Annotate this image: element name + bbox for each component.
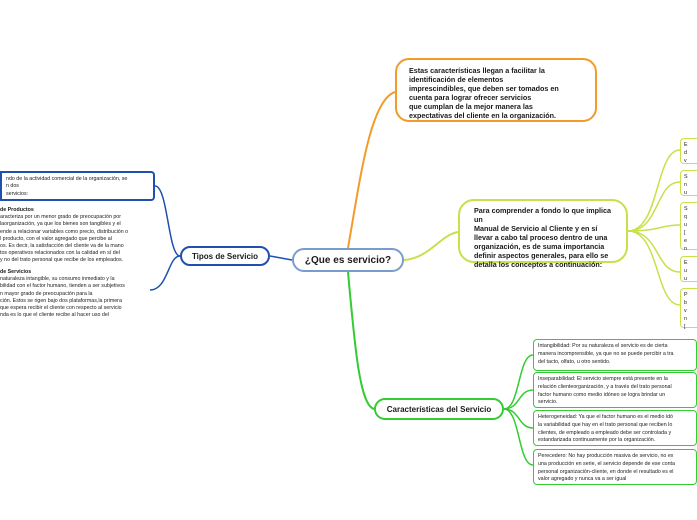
orange-topic[interactable]	[395, 58, 597, 122]
caracteristica-intangibilidad[interactable]	[533, 339, 697, 371]
caracteristica-text: Intangibilidad: Por su naturaleza el servicio es de cierta manera incomprensible, ya que no se puede percibir a tra del tacto, olfato, u otro sentido.	[538, 343, 674, 365]
right-subtopic-1[interactable]	[680, 138, 697, 164]
yellow-topic-text: Para comprender a fondo lo que implica un Manual de Servicio al Cliente y en sí llevar a cabo tal proceso dentro de una organización, es de suma importancia definir aspectos generales, para ello se detalla los conceptos a continuación:	[474, 206, 611, 269]
servicios-title: de Servicios	[0, 269, 32, 275]
right-subtopic-text: S q u [ e n	[684, 206, 688, 252]
tipos-topic-label: Tipos de Servicio	[191, 251, 259, 261]
right-subtopic-text: P b v n [	[684, 292, 688, 330]
tipos-intro-box[interactable]	[0, 171, 155, 201]
caracteristicas-topic[interactable]	[374, 398, 504, 420]
right-subtopic-text: S n u	[684, 174, 688, 196]
right-subtopic-text: E u u	[684, 260, 688, 282]
caracteristica-perecedero[interactable]	[533, 449, 697, 485]
tipos-intro-text: ndo de la actividad comercial de la organización, se n dos servicios:	[6, 176, 128, 197]
caracteristicas-topic-label: Características del Servicio	[386, 404, 492, 414]
caracteristica-inseparabilidad[interactable]	[533, 372, 697, 408]
central-topic-label: ¿Que es servicio?	[304, 254, 392, 266]
servicios-box[interactable]	[0, 268, 155, 322]
yellow-topic[interactable]	[458, 199, 628, 269]
right-subtopic-2[interactable]	[680, 170, 697, 196]
productos-title: de Productos	[0, 207, 34, 213]
servicios-text: naturaleza intangible, su consumo inmediato y la bilidad con el factor humano, tienden a ser subjetivos n mayor grado de preocupación para la ción. Estos se rigen bajo dos plataformas,la primera que espera recibir el cliente con respecto al servicio nda es lo que el cliente recibe al hacer uso del	[0, 276, 125, 319]
caracteristica-text: Perecedero: No hay producción masiva de servicio, no ex una producción en serie, el servicio depende de ese conta personal organización-cliente, en donde el resultado es el valor agregado y nunca va a ser igual	[538, 453, 675, 483]
right-subtopic-3[interactable]	[680, 202, 697, 250]
right-subtopic-5[interactable]	[680, 288, 697, 328]
right-subtopic-4[interactable]	[680, 256, 697, 282]
caracteristica-text: Heterogeneidad: Ya que el factor humano es el medio idó la variabilidad que hay en el trato personal que reciben lo clientes, de empleado a empleado debe ser controlada y estandarizada continuamente por la organización.	[538, 414, 673, 444]
caracteristica-heterogeneidad[interactable]	[533, 410, 697, 446]
productos-text: aracteriza por un menor grado de preocupación por laorganización, ya que los bienes son tangibles y el ende a relacionar variables como precio, distribución o l producto, con el valor agregado que percibe al os. Es decir, la satisfacción del cliente va de la mano tos operativos relacionados con la calidad en sí del y no del trato personal que recibe de los empleados.	[0, 214, 129, 264]
productos-box[interactable]	[0, 206, 155, 264]
tipos-topic[interactable]	[180, 246, 270, 266]
orange-topic-text: Estas características llegan a facilitar la identificación de elementos imprescindibles, que deben ser tomados en cuenta para lograr ofrecer servicios que cumplan de la mejor manera las expectativas del cliente en la organización.	[409, 66, 559, 120]
central-topic[interactable]	[292, 248, 404, 272]
caracteristica-text: Inseparabilidad: El servicio siempre está presente en la relación clienteorganización, y a través del trato personal factor humano como medio idóneo se logra brindar un servicio.	[538, 376, 672, 406]
right-subtopic-text: E d v	[684, 142, 688, 164]
